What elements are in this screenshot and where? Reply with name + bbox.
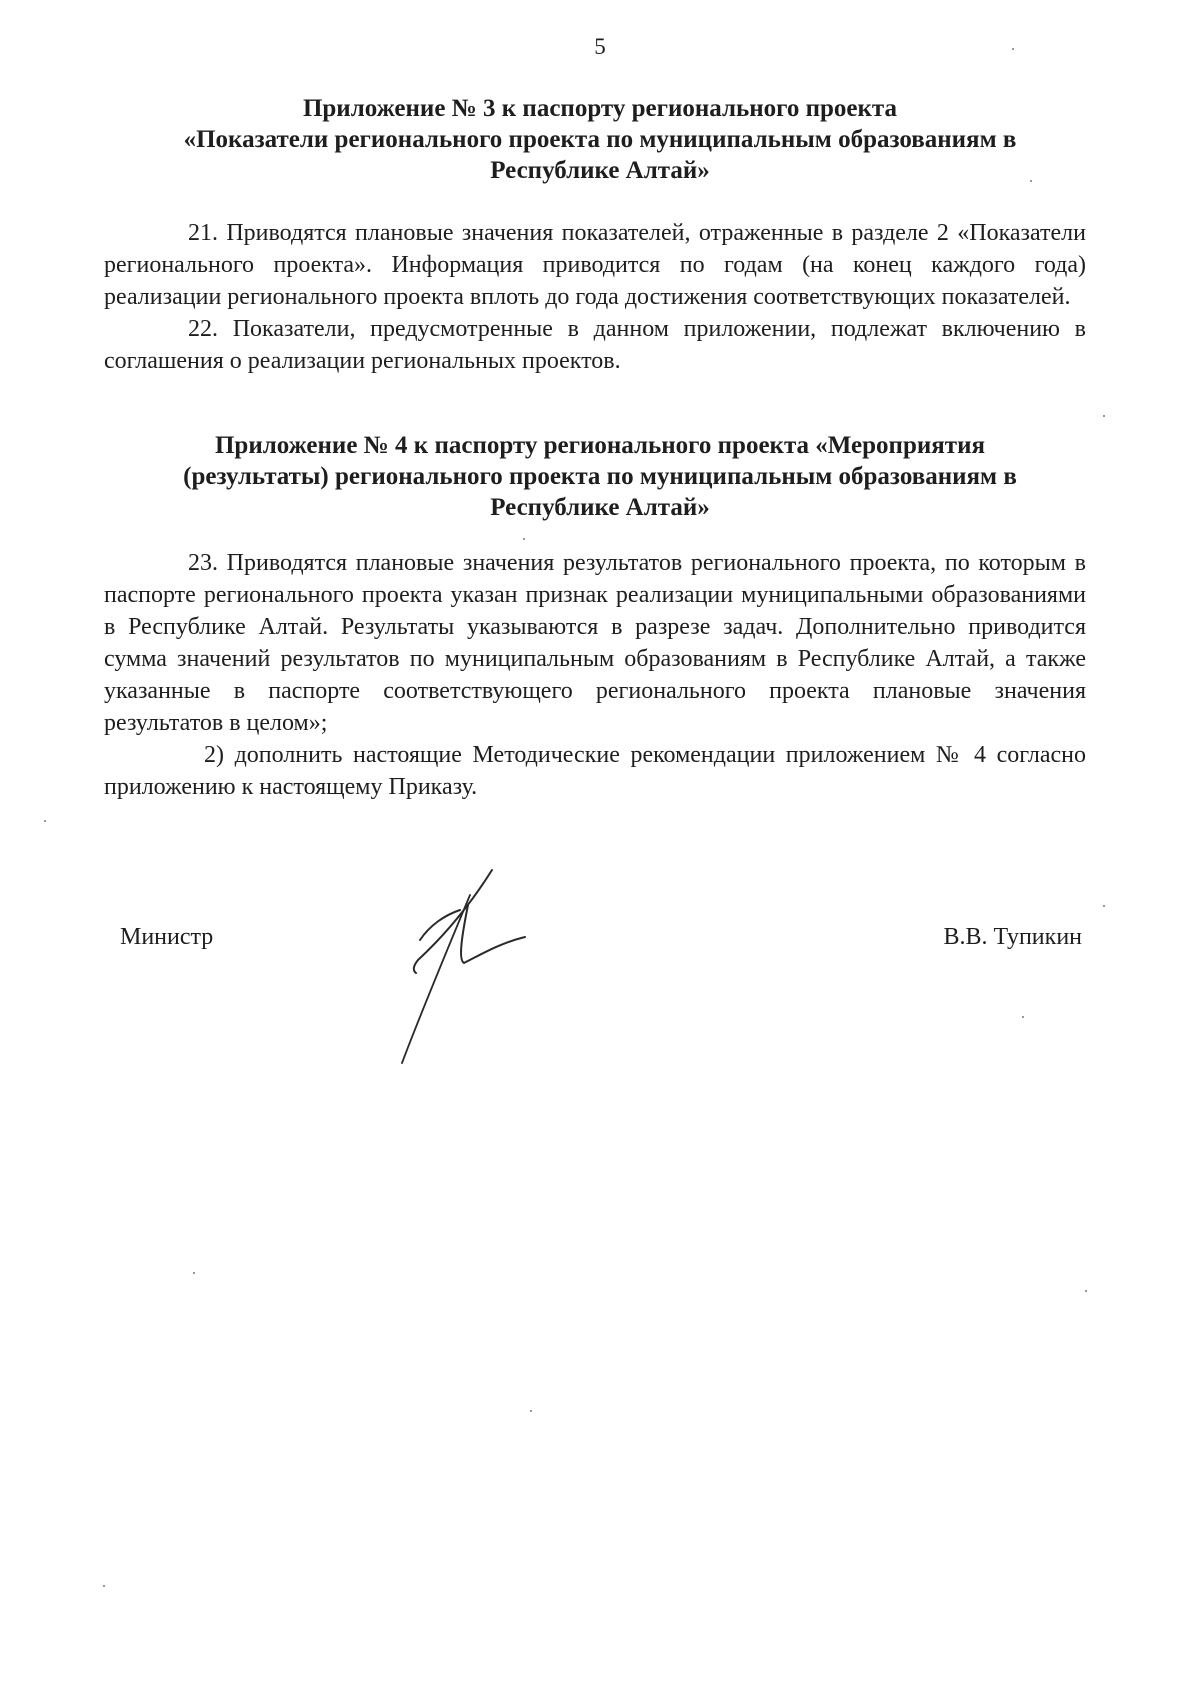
scan-speck xyxy=(1103,415,1105,417)
heading-line: Республике Алтай» xyxy=(490,494,710,521)
signatory-name: В.В. Тупикин xyxy=(943,924,1082,950)
heading-line: Приложение № 3 к паспорту регионального проекта xyxy=(302,95,898,122)
scan-speck xyxy=(1030,180,1032,182)
scan-speck xyxy=(530,1410,532,1412)
scan-speck xyxy=(1085,1290,1087,1292)
paragraph-21: 21. Приводятся плановые значения показателей, отраженные в разделе 2 «Показатели регионального проекта». Информация приводится по годам (на конец каждого года) реализации регионального проекта вплоть до года достижения соответствующих показателей. xyxy=(104,220,1086,310)
paragraph-22: 22. Показатели, предусмотренные в данном приложении, подлежат включению в соглашения о реализации региональных проектов. xyxy=(104,316,1086,374)
handwritten-signature xyxy=(400,865,580,1065)
scan-speck xyxy=(193,1272,195,1274)
appendix-4-body xyxy=(104,547,1086,803)
paragraph-amendment-2: 2) дополнить настоящие Методические рекомендации приложением № 4 согласно приложению к настоящему Приказу. xyxy=(104,742,1086,800)
scan-speck xyxy=(1022,1016,1024,1018)
paragraph-23: 23. Приводятся плановые значения результатов регионального проекта, по которым в паспорте регионального проекта указан признак реализации муниципальными образованиями в Республике Алтай. Результаты указываются в разрезе задач. Дополнительно приводится сумма значений результатов по муниципальным образованиям в Республике Алтай, а также указанные в паспорте соответствующего регионального проекта плановые значения результатов в целом»; xyxy=(104,550,1086,736)
appendix-4-heading xyxy=(110,430,1090,523)
signatory-title: Министр xyxy=(120,924,214,950)
heading-line: «Показатели регионального проекта по муниципальным образованиям в xyxy=(183,126,1017,153)
heading-line: Республике Алтай» xyxy=(490,157,710,184)
page-number: 5 xyxy=(594,34,606,59)
appendix-3-body xyxy=(104,217,1086,377)
scan-speck xyxy=(1012,48,1014,50)
appendix-3-heading xyxy=(110,93,1090,186)
scan-speck xyxy=(1103,905,1105,907)
heading-line: (результаты) регионального проекта по муниципальным образованиям в xyxy=(183,463,1017,490)
scan-speck xyxy=(44,820,46,822)
heading-line: Приложение № 4 к паспорту регионального проекта «Мероприятия xyxy=(214,432,986,459)
scan-speck xyxy=(523,538,525,540)
scan-speck xyxy=(103,1585,105,1587)
